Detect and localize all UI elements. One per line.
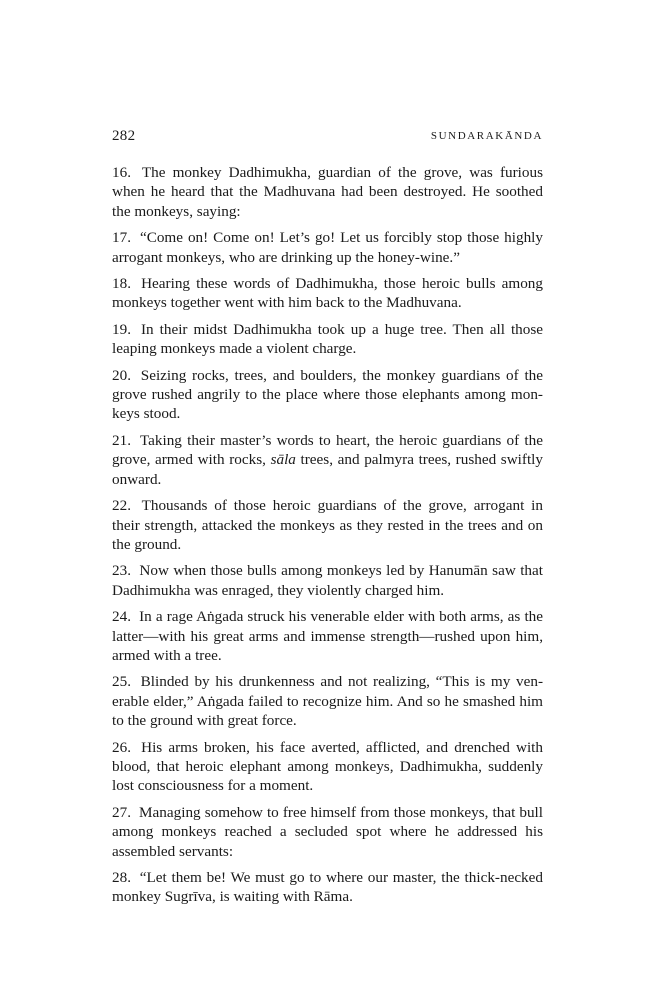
verse-text-italic: sāla [270, 451, 296, 469]
verse-text: Thousands of those heroic guardians of the grove, arrogant in their strength, attacked the monkeys as they rested in the trees and on the ground. [112, 497, 543, 553]
verse-19 [112, 320, 543, 359]
verse-number: 23. [112, 562, 131, 580]
verse-21 [112, 431, 543, 489]
verse-number: 16. [112, 164, 131, 181]
verse-text-before: Taking their master’s words to heart, the heroic guardians of the grove, armed with rocks, [112, 431, 543, 469]
verse-text: Seizing rocks, trees, and boulders, the monkey guardians of the grove rushed angrily to the place where those elephants among mon-keys stood. [112, 366, 544, 423]
verse-text-after: trees, and palmyra trees, rushed swiftly onward. [112, 451, 543, 488]
verse-number: 28. [112, 869, 131, 886]
verse-list [112, 163, 543, 914]
verse-20 [112, 366, 543, 424]
verse-16 [112, 163, 543, 221]
verse-number: 24. [112, 608, 131, 626]
verse-25 [112, 672, 543, 730]
verse-17 [112, 228, 543, 267]
verse-text: Managing somehow to free himself from those monkeys, that bull among monkeys reached a secluded spot where he addressed his assembled servants: [112, 803, 543, 860]
verse-number: 21. [112, 431, 131, 449]
verse-text: “Come on! Come on! Let’s go! Let us forcibly stop those highly arrogant monkeys, who are drinking up the honey-wine.” [112, 229, 543, 266]
verse-number: 25. [112, 673, 131, 691]
verse-number: 26. [112, 738, 131, 756]
verse-23 [112, 561, 543, 600]
verse-18 [112, 274, 543, 313]
verse-24 [112, 607, 543, 665]
verse-number: 27. [112, 803, 131, 821]
verse-28 [112, 868, 543, 907]
verse-26 [112, 738, 543, 796]
page-number: 282 [112, 128, 136, 144]
verse-number: 20. [112, 366, 131, 384]
verse-27 [112, 803, 543, 861]
verse-number: 19. [112, 320, 131, 338]
verse-text: In their midst Dadhimukha took up a huge tree. Then all those leaping monkeys made a violent charge. [112, 320, 543, 358]
verse-text: Hearing these words of Dadhimukha, those heroic bulls among monkeys together went with him back to the Madhuvana. [112, 275, 543, 312]
verse-text: His arms broken, his face averted, afflicted, and drenched with blood, that heroic elephant among monkeys, Dadhimukha, suddenly lost consciousness for a moment. [112, 738, 543, 795]
verse-number: 22. [112, 497, 131, 515]
verse-number: 18. [112, 275, 131, 293]
verse-text: Blinded by his drunkenness and not realizing, “This is my ven-erable elder,” Aṅgada failed to recognize him. And so he smashed him to the ground with great force. [112, 673, 543, 730]
verse-text: Now when those bulls among monkeys led by Hanumān saw that Dadhimukha was enraged, they violently charged him. [112, 562, 543, 599]
verse-22 [112, 496, 543, 554]
verse-text: “Let them be! We must go to where our master, the thick-necked monkey Sugrīva, is waiting with Rāma. [112, 869, 543, 906]
section-title: SUNDARAKĀNDA [430, 130, 543, 142]
verse-number: 17. [112, 229, 131, 247]
running-head [112, 128, 543, 146]
verse-text: The monkey Dadhimukha, guardian of the grove, was furious when he heard that the Madhuvana had been destroyed. He soothed the monkeys, saying: [112, 164, 543, 220]
verse-text: In a rage Aṅgada struck his venerable elder with both arms, as the latter—with his great arms and immense strength—rushed upon him, armed with a tree. [112, 608, 543, 664]
